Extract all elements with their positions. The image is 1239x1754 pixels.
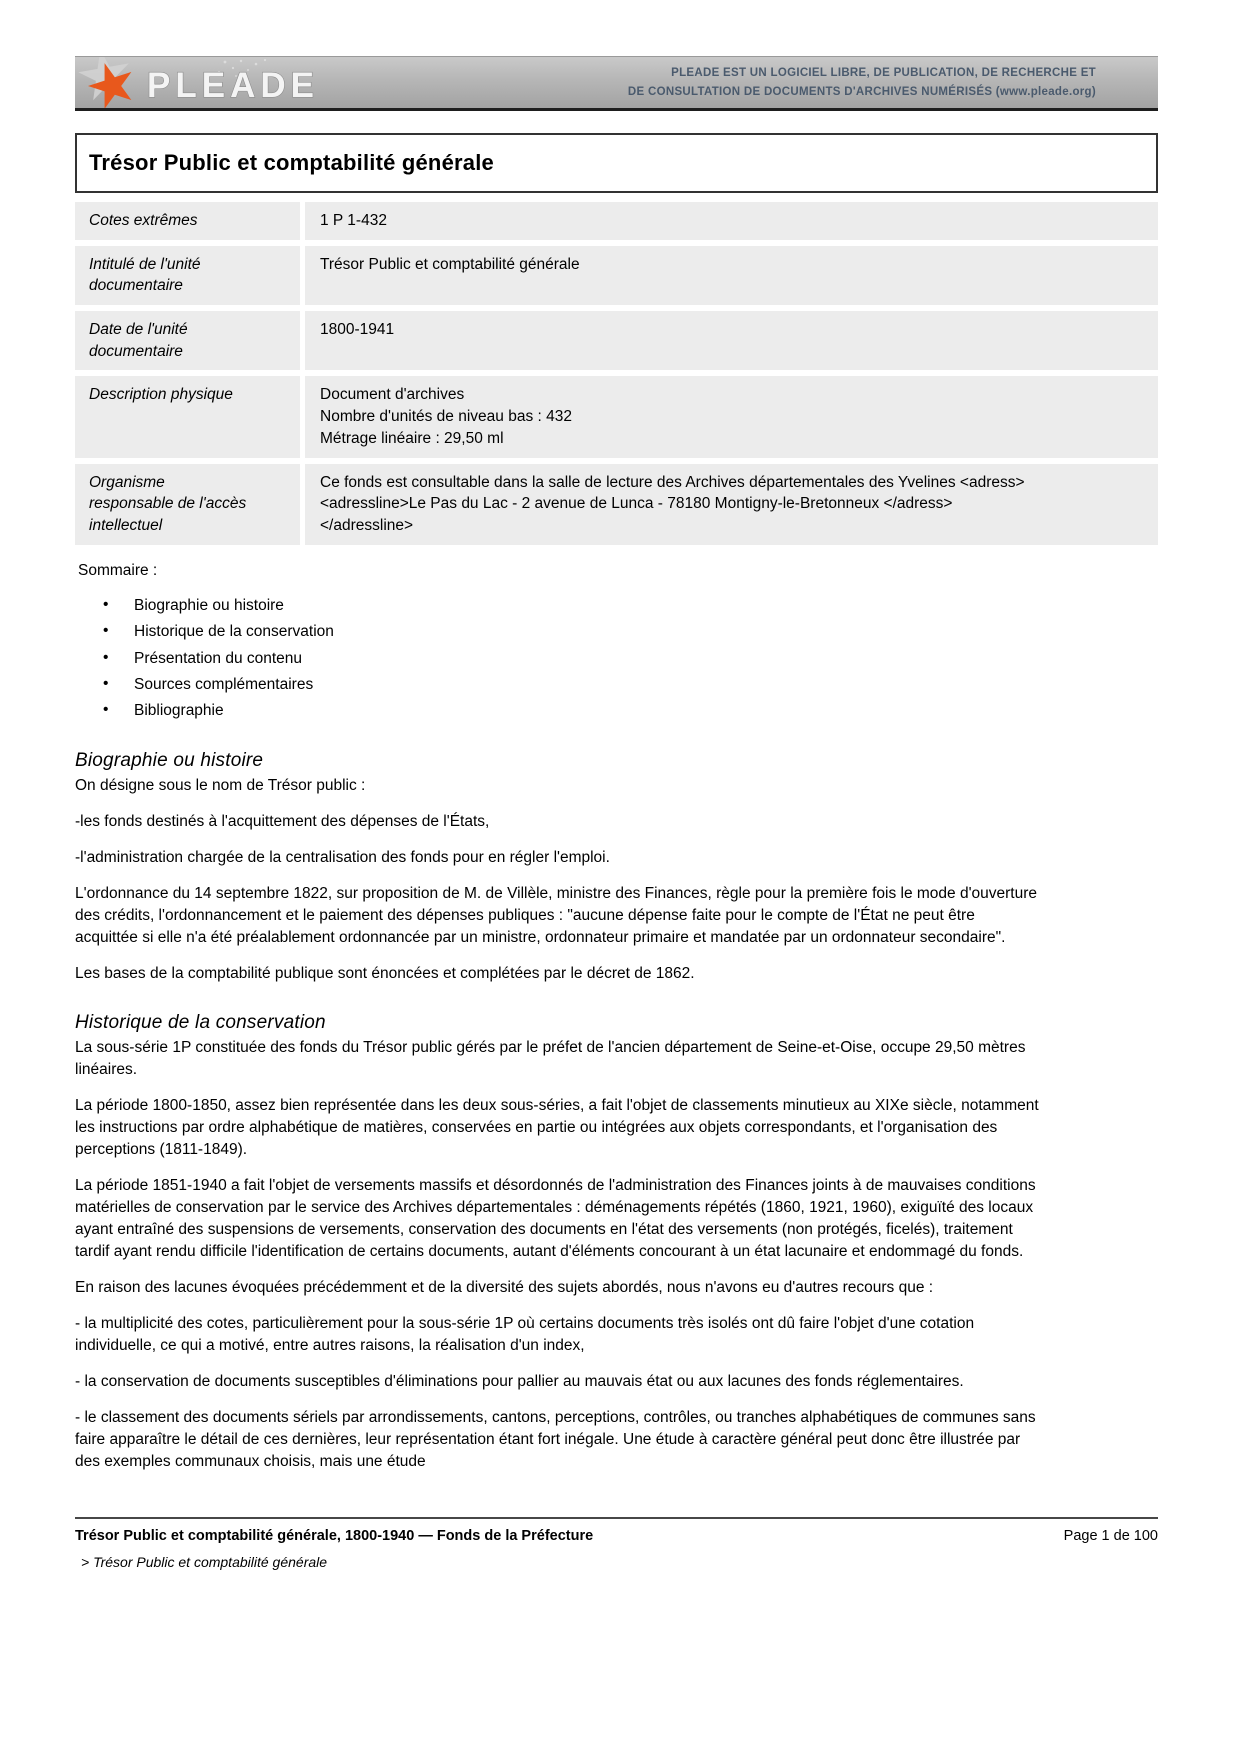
tagline-line-1: PLEADE EST UN LOGICIEL LIBRE, DE PUBLICATION, DE RECHERCHE ET — [671, 67, 1096, 80]
summary-list — [103, 595, 1158, 723]
paragraph: On désigne sous le nom de Trésor public : — [75, 776, 366, 794]
page-footer — [75, 1517, 1158, 1570]
section-biographie-ou-histoire — [75, 750, 1158, 985]
paragraph: -les fonds destinés à l'acquittement des dépenses de l'États, — [75, 812, 490, 830]
table-row — [75, 311, 1158, 370]
meta-value-line: Nombre d'unités de niveau bas : 432 — [320, 408, 572, 426]
paragraph: - la conservation de documents susceptibles d'éliminations pour pallier au mauvais état ou aux lacunes des fonds réglementaires. — [75, 1372, 964, 1390]
summary-item: • Biographie ou histoire — [103, 595, 1158, 617]
breadcrumb: > Trésor Public et comptabilité générale — [81, 1553, 328, 1570]
tagline-line-2: DE CONSULTATION DE DOCUMENTS D'ARCHIVES NUMÉRISÉS (www.pleade.org) — [627, 85, 1096, 98]
paragraph: Les bases de la comptabilité publique sont énoncées et complétées par le décret de 1862. — [75, 964, 695, 982]
summary-block — [75, 562, 1158, 723]
meta-value: 1 P 1-432 — [305, 202, 1158, 240]
pleade-logo — [75, 56, 415, 110]
document-page — [75, 0, 1158, 1570]
summary-item: • Sources complémentaires — [103, 674, 1158, 696]
meta-value: 1800-1941 — [305, 311, 1158, 370]
meta-label: Cotes extrêmes — [75, 202, 300, 240]
meta-value: Trésor Public et comptabilité générale — [305, 246, 1158, 305]
pleade-tagline — [628, 64, 1158, 101]
table-row — [75, 246, 1158, 305]
meta-value — [305, 376, 1158, 457]
page-title: Trésor Public et comptabilité générale — [89, 150, 494, 175]
meta-value-line: Métrage linéaire : 29,50 ml — [320, 429, 504, 447]
paragraph: L'ordonnance du 14 septembre 1822, sur proposition de M. de Villèle, ministre des Finances, règle pour la première fois le mode d'ouverture des crédits, l'ordonnancement et le paiement des dépenses publiques : "aucune dépense faite pour le compte de l'État ne peut être acquittée si elle n'a été préalablement ordonnancée par un ministre, ordonnateur primaire et mandatée par un ordonnateur secondaire". — [75, 884, 1038, 946]
table-row — [75, 376, 1158, 457]
summary-item: • Historique de la conservation — [103, 621, 1158, 643]
meta-value: Ce fonds est consultable dans la salle de lecture des Archives départementales des Yvelines <adress><adressline>Le Pas du Lac - 2 avenue de Lunca - 78180 Montigny-le-Bretonneux </adress></adressline> — [305, 464, 1158, 545]
paragraph: -l'administration chargée de la centralisation des fonds pour en régler l'emploi. — [75, 848, 610, 866]
footer-title: Trésor Public et comptabilité générale, 1800-1940 — Fonds de la Préfecture — [75, 1527, 594, 1544]
pleade-banner — [75, 56, 1158, 111]
title-box — [75, 133, 1158, 193]
table-row — [75, 464, 1158, 545]
meta-label: Date de l'unité documentaire — [75, 311, 300, 370]
section-heading: Historique de la conservation — [75, 1011, 326, 1033]
paragraph: - le classement des documents sériels par arrondissements, cantons, perceptions, contrôles, ou tranches alphabétiques de communes sans faire apparaître le détail de ces dernières, leur représentation étant fort inégale. Une étude à caractère général peut donc être illustrée par des exemples communaux choisis, mais une étude — [75, 1408, 1036, 1470]
summary-label: Sommaire : — [78, 561, 158, 579]
metadata-table — [75, 202, 1158, 545]
section-historique-de-la-conservation — [75, 1012, 1158, 1473]
pleade-logo-text: PLEADE — [147, 65, 319, 105]
summary-item: • Bibliographie — [103, 700, 1158, 722]
meta-label: Description physique — [75, 376, 300, 457]
paragraph: - la multiplicité des cotes, particulièrement pour la sous-série 1P où certains documents très isolés ont dû faire l'objet d'une cotation individuelle, ce qui a motivé, entre autres raisons, la réalisation d'un index, — [75, 1314, 975, 1354]
paragraph: La période 1851-1940 a fait l'objet de versements massifs et désordonnés de l'administration des Finances joints à de mauvaises conditions matérielles de conservation par le service des Archives départementales : déménagements répétés (1860, 1921, 1960), exiguïté des locaux ayant entraîné des suspensions de versements, conservation des documents en l'état des versements (non protégés, ficelés), traitement tardif ayant rendu difficile l'identification de certains documents, autant d'éléments concourant à un état lacunaire et endommagé du fonds. — [75, 1176, 1036, 1260]
page-number: Page 1 de 100 — [1063, 1527, 1158, 1544]
meta-label: Intitulé de l'unité documentaire — [75, 246, 300, 305]
table-row — [75, 202, 1158, 240]
meta-value-line: Document d'archives — [320, 386, 465, 404]
paragraph: La sous-série 1P constituée des fonds du Trésor public gérés par le préfet de l'ancien département de Seine-et-Oise, occupe 29,50 mètres linéaires. — [75, 1038, 1026, 1078]
paragraph: La période 1800-1850, assez bien représentée dans les deux sous-séries, a fait l'objet de classements minutieux au XIXe siècle, notamment les instructions par ordre alphabétique de matières, conservées en partie ou intégrées aux objets correspondants, et l'organisation des perceptions (1811-1849). — [75, 1096, 1039, 1158]
footer-row — [75, 1519, 1158, 1544]
summary-item: • Présentation du contenu — [103, 648, 1158, 670]
pleade-star-icon — [75, 56, 415, 110]
section-heading: Biographie ou histoire — [75, 749, 264, 771]
meta-label: Organisme responsable de l'accès intellectuel — [75, 464, 300, 545]
paragraph: En raison des lacunes évoquées précédemment et de la diversité des sujets abordés, nous n'avons eu d'autres recours que : — [75, 1278, 934, 1296]
